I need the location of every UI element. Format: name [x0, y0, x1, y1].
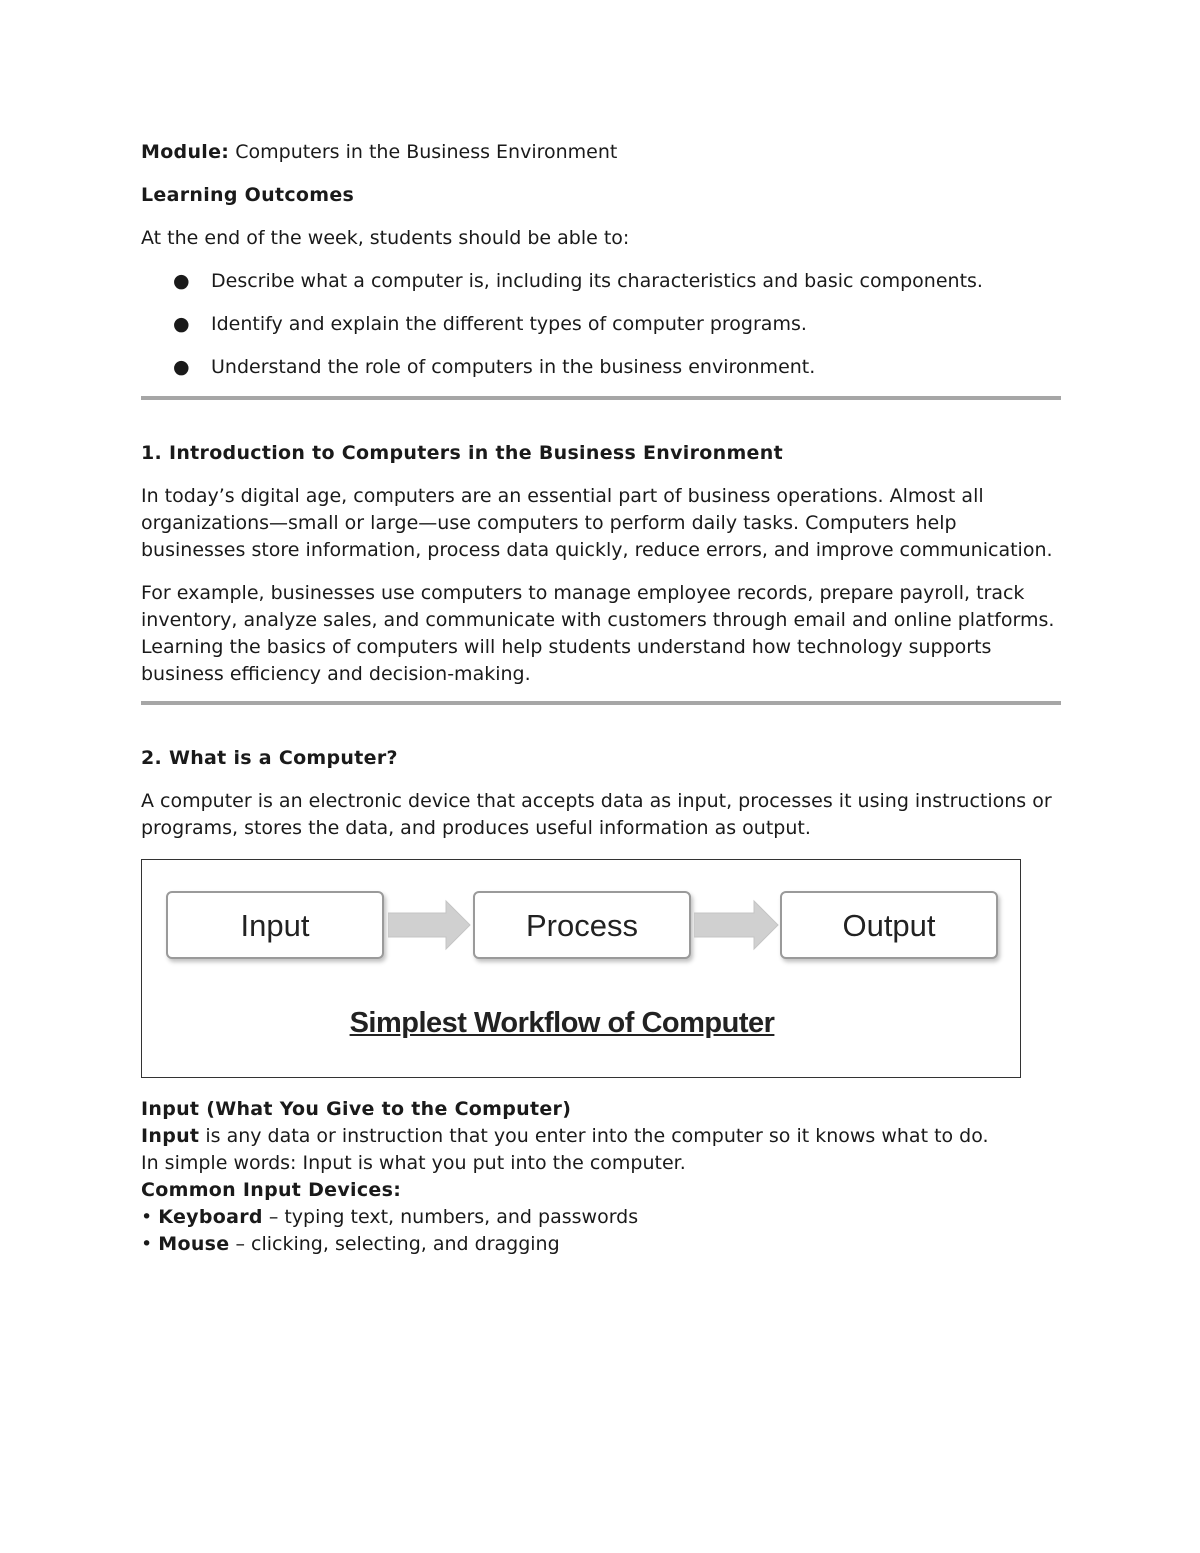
learning-outcomes-intro: At the end of the week, students should be able to:: [141, 227, 630, 249]
module-line: [141, 139, 1061, 166]
list-item: [141, 1204, 1061, 1231]
document-content: [141, 139, 1061, 1258]
input-term: Input: [141, 1125, 200, 1147]
section1-heading: 1. Introduction to Computers in the Business Environment: [141, 442, 783, 464]
workflow-diagram: [141, 859, 1021, 1078]
input-definition-text: is any data or instruction that you enter into the computer so it knows what to do.: [199, 1125, 989, 1147]
bullet-icon: ●: [173, 313, 190, 335]
module-title: Computers in the Business Environment: [235, 141, 618, 163]
device-description: – typing text, numbers, and passwords: [262, 1206, 639, 1228]
learning-outcomes-heading: Learning Outcomes: [141, 184, 355, 206]
input-definition: [141, 1123, 1061, 1150]
bullet-icon: ●: [173, 356, 190, 378]
list-item-text: Identify and explain the different types of computer programs.: [211, 313, 807, 335]
device-description: – clicking, selecting, and dragging: [229, 1233, 560, 1255]
list-item: [141, 311, 1061, 338]
workflow-step-input: Input: [166, 891, 384, 959]
learning-outcomes-list: [141, 268, 1061, 381]
input-section: [141, 1096, 1061, 1258]
workflow-step-output: Output: [780, 891, 998, 959]
horizontal-rule: [141, 396, 1061, 400]
arrow-right-icon: [694, 899, 780, 951]
arrow-right-icon: [388, 899, 472, 951]
list-item-text: Understand the role of computers in the business environment.: [211, 356, 816, 378]
section1-paragraph-1: In today’s digital age, computers are an essential part of business operations. Almost all organizations—small or large—use computers to perform daily tasks. Computers help businesses store information, process data quickly, reduce errors, and improve communication.: [141, 485, 1053, 561]
bullet-icon: •: [141, 1233, 153, 1255]
list-item: [141, 1231, 1061, 1258]
list-item-text: Describe what a computer is, including its characteristics and basic components.: [211, 270, 983, 292]
bullet-icon: ●: [173, 270, 190, 292]
section2-heading: 2. What is a Computer?: [141, 747, 398, 769]
diagram-caption: Simplest Workflow of Computer: [349, 1007, 775, 1039]
horizontal-rule: [141, 701, 1061, 705]
input-simple-words: In simple words: Input is what you put into the computer.: [141, 1152, 686, 1174]
section2-paragraph: A computer is an electronic device that accepts data as input, processes it using instructions or programs, stores the data, and produces useful information as output.: [141, 790, 1052, 839]
bullet-icon: •: [141, 1206, 153, 1228]
workflow-step-process: Process: [473, 891, 691, 959]
module-label: Module:: [141, 141, 230, 163]
device-name: Keyboard: [158, 1206, 263, 1228]
list-item: [141, 268, 1061, 295]
list-item: [141, 354, 1061, 381]
input-heading: Input (What You Give to the Computer): [141, 1098, 572, 1120]
device-name: Mouse: [158, 1233, 230, 1255]
input-devices-heading: Common Input Devices:: [141, 1179, 402, 1201]
section1-paragraph-2: For example, businesses use computers to manage employee records, prepare payroll, track inventory, analyze sales, and communicate with customers through email and online platforms. Learning the basics of computers will help students understand how technology supports business efficiency and decision-making.: [141, 582, 1055, 685]
